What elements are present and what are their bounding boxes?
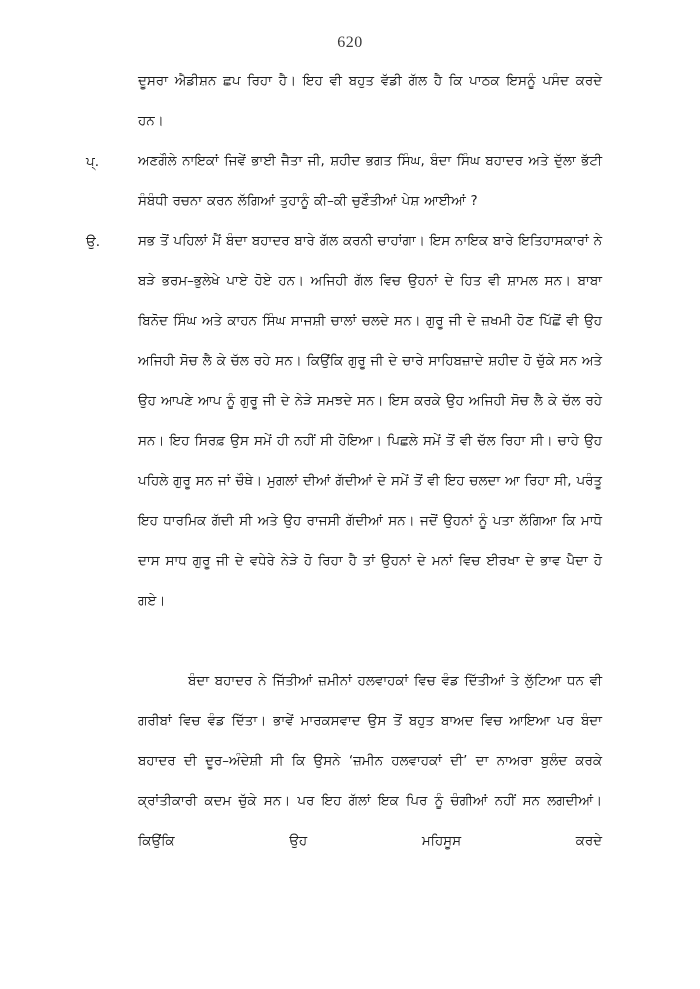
continued-paragraph-body: [138, 62, 602, 142]
question-text: ਅਣਗੌਲੇ ਨਾਇਕਾਂ ਜਿਵੇਂ ਭਾਈ ਜੈਤਾ ਜੀ, ਸ਼ਹੀਦ ਭਗਤ ਸਿੰਘ, ਬੰਦਾ ਸਿੰਘ ਬਹਾਦਰ ਅਤੇ ਦੁੱਲਾ ਭੱਟੀ ਸੰਬੰਧੀ ਰਚਨਾ ਕਰਨ ਲੱਗਿਆਂ ਤੁਹਾਨੂੰ ਕੀ–ਕੀ ਚੁਣੌਤੀਆਂ ਪੇਸ਼ ਆਈਆਂ ?: [138, 154, 602, 209]
answer-paragraph-1: ਸਭ ਤੋਂ ਪਹਿਲਾਂ ਮੈਂ ਬੰਦਾ ਬਹਾਦਰ ਬਾਰੇ ਗੱਲ ਕਰਨੀ ਚਾਹਾਂਗਾ। ਇਸ ਨਾਇਕ ਬਾਰੇ ਇਤਿਹਾਸਕਾਰਾਂ ਨੇ ਬੜੇ ਭਰਮ–ਭੁਲੇਖੇ ਪਾਏ ਹੋਏ ਹਨ। ਅਜਿਹੀ ਗੱਲ ਵਿਚ ਉਹਨਾਂ ਦੇ ਹਿਤ ਵੀ ਸ਼ਾਮਲ ਸਨ। ਬਾਬਾ ਬਿਨੋਦ ਸਿੰਘ ਅਤੇ ਕਾਹਨ ਸਿੰਘ ਸਾਜਸ਼ੀ ਚਾਲਾਂ ਚਲਦੇ ਸਨ। ਗੁਰੂ ਜੀ ਦੇ ਜ਼ਖਮੀ ਹੋਣ ਪਿੱਛੋਂ ਵੀ ਉਹ ਅਜਿਹੀ ਸੋਚ ਲੈ ਕੇ ਚੱਲ ਰਹੇ ਸਨ। ਕਿਉਂਕਿ ਗੁਰੂ ਜੀ ਦੇ ਚਾਰੇ ਸਾਹਿਬਜ਼ਾਦੇ ਸ਼ਹੀਦ ਹੋ ਚੁੱਕੇ ਸਨ ਅਤੇ ਉਹ ਆਪਣੇ ਆਪ ਨੂੰ ਗੁਰੂ ਜੀ ਦੇ ਨੇੜੇ ਸਮਝਦੇ ਸਨ। ਇਸ ਕਰਕੇ ਉਹ ਅਜਿਹੀ ਸੋਚ ਲੈ ਕੇ ਚੱਲ ਰਹੇ ਸਨ। ਇਹ ਸਿਰਫ਼ ਉਸ ਸਮੇਂ ਹੀ ਨਹੀਂ ਸੀ ਹੋਇਆ। ਪਿਛਲੇ ਸਮੇਂ ਤੋਂ ਵੀ ਚੱਲ ਰਿਹਾ ਸੀ। ਚਾਹੇ ਉਹ ਪਹਿਲੇ ਗੁਰੂ ਸਨ ਜਾਂ ਚੌਥੇ। ਮੁਗਲਾਂ ਦੀਆਂ ਗੱਦੀਆਂ ਦੇ ਸਮੇਂ ਤੋਂ ਵੀ ਇਹ ਚਲਦਾ ਆ ਰਿਹਾ ਸੀ, ਪਰੰਤੂ ਇਹ ਧਾਰਮਿਕ ਗੱਦੀ ਸੀ ਅਤੇ ਉਹ ਰਾਜਸੀ ਗੱਦੀਆਂ ਸਨ। ਜਦੋਂ ਉਹਨਾਂ ਨੂੰ ਪਤਾ ਲੱਗਿਆ ਕਿ ਮਾਧੋ ਦਾਸ ਸਾਧ ਗੁਰੂ ਜੀ ਦੇ ਵਧੇਰੇ ਨੇੜੇ ਹੋ ਰਿਹਾ ਹੈ ਤਾਂ ਉਹਨਾਂ ਦੇ ਮਨਾਂ ਵਿਚ ਈਰਖਾ ਦੇ ਭਾਵ ਪੈਦਾ ਹੋ ਗਏ।: [138, 234, 602, 609]
continued-paragraph-text: ਦੂਸਰਾ ਐਡੀਸ਼ਨ ਛਪ ਰਿਹਾ ਹੈ। ਇਹ ਵੀ ਬਹੁਤ ਵੱਡੀ ਗੱਲ ਹੈ ਕਿ ਪਾਠਕ ਇਸਨੂੰ ਪਸੰਦ ਕਰਦੇ ਹਨ।: [138, 74, 602, 129]
page-number: 620: [337, 34, 363, 51]
answer-paragraph-2: ਬੰਦਾ ਬਹਾਦਰ ਨੇ ਜਿੱਤੀਆਂ ਜ਼ਮੀਨਾਂ ਹਲਵਾਹਕਾਂ ਵਿਚ ਵੰਡ ਦਿੱਤੀਆਂ ਤੇ ਲੁੱਟਿਆ ਧਨ ਵੀ ਗਰੀਬਾਂ ਵਿਚ ਵੰਡ ਦਿੱਤਾ। ਭਾਵੇਂ ਮਾਰਕਸਵਾਦ ਉਸ ਤੋਂ ਬਹੁਤ ਬਾਅਦ ਵਿਚ ਆਇਆ ਪਰ ਬੰਦਾ ਬਹਾਦਰ ਦੀ ਦੂਰ–ਅੰਦੇਸ਼ੀ ਸੀ ਕਿ ਉਸਨੇ ‘ਜ਼ਮੀਨ ਹਲਵਾਹਕਾਂ ਦੀ’ ਦਾ ਨਾਅਰਾ ਬੁਲੰਦ ਕਰਕੇ ਕ੍ਰਾਂਤੀਕਾਰੀ ਕਦਮ ਚੁੱਕੇ ਸਨ। ਪਰ ਇਹ ਗੱਲਾਂ ਇਕ ਪਿਰ ਨੂੰ ਚੰਗੀਆਂ ਨਹੀਂ ਸਨ ਲਗਦੀਆਂ। ਕਿਉਂਕਿ ਉਹ ਮਹਿਸੂਸ ਕਰਦੇ: [138, 674, 602, 849]
page-body: [86, 62, 602, 902]
answer-body: [138, 222, 602, 902]
continued-paragraph-block: [86, 62, 602, 142]
question-body: [138, 142, 602, 222]
answer-marker: ਉ.: [86, 234, 101, 250]
question-block: [86, 142, 602, 222]
answer-block: [86, 222, 602, 902]
question-marker: ਪ੍.: [86, 154, 99, 170]
